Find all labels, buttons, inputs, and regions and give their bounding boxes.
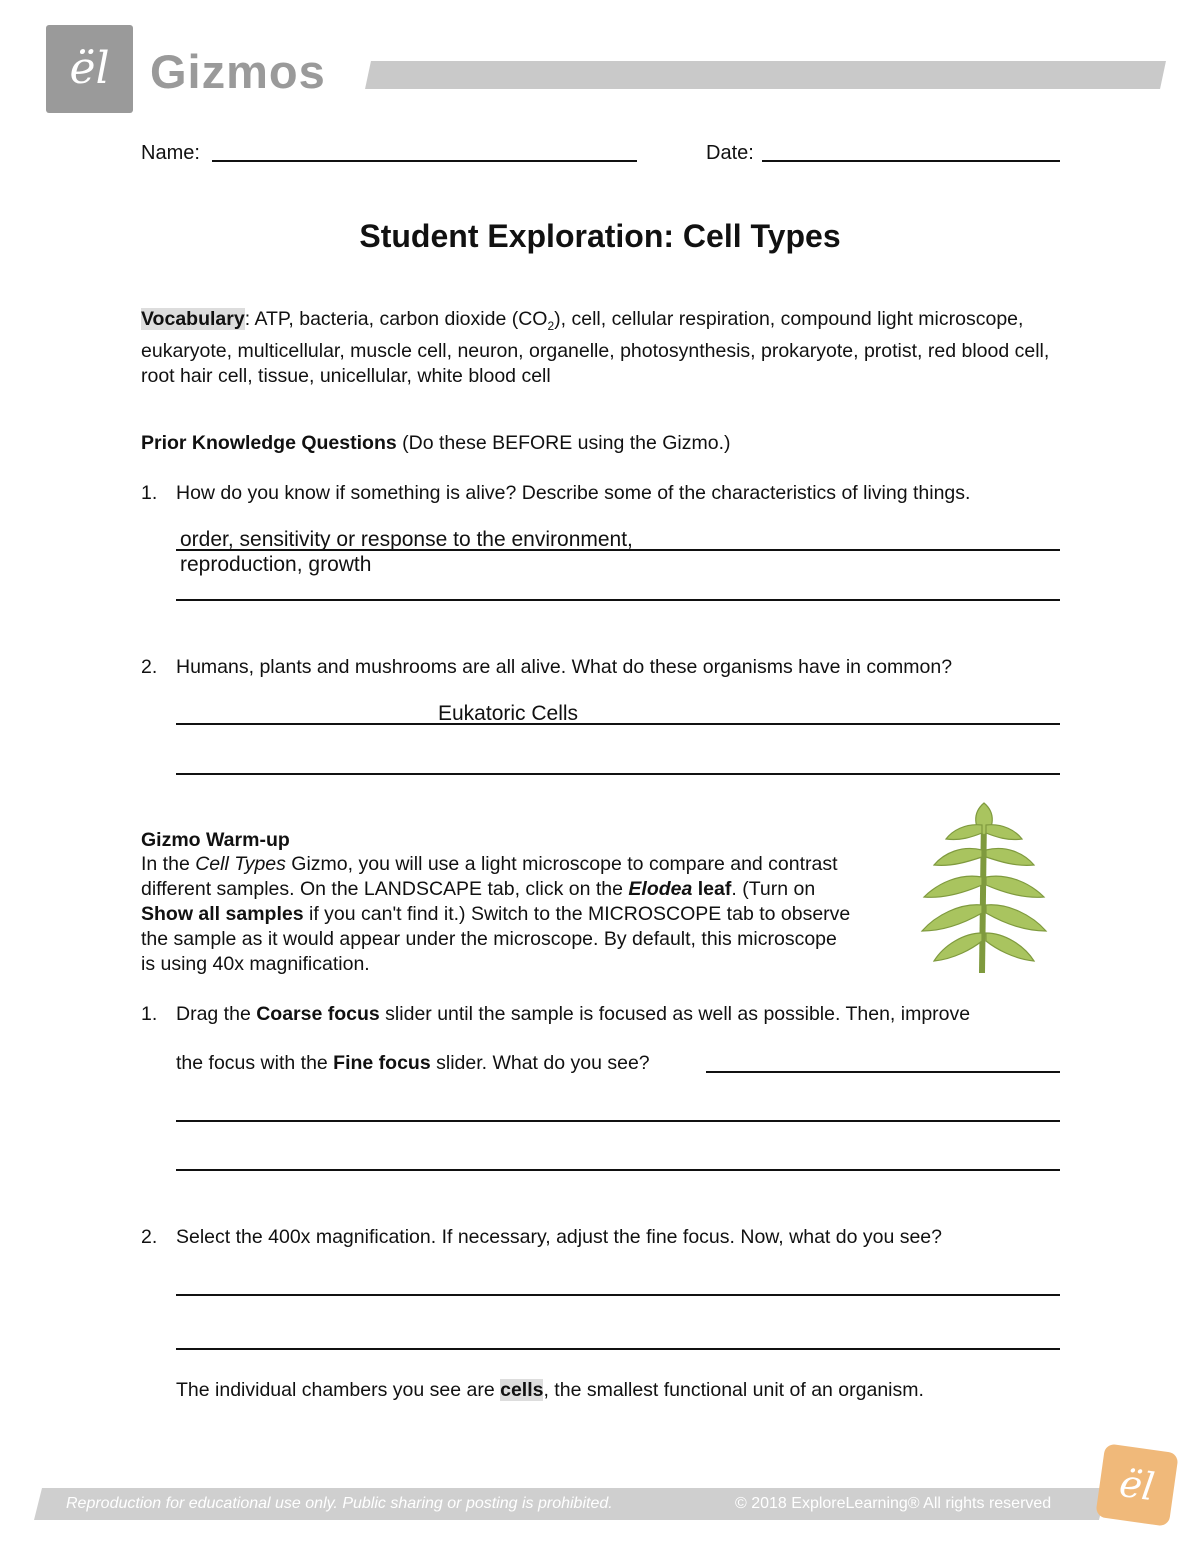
vocabulary-text: : ATP, bacteria, carbon dioxide (CO	[244, 308, 548, 330]
answer-line[interactable]	[176, 1169, 1060, 1171]
question-text: Humans, plants and mushrooms are all alive. What do these organisms have in common?	[176, 656, 953, 678]
explorelearning-logo-icon: ël	[69, 43, 110, 94]
coarse-focus-term: Coarse focus	[256, 1003, 380, 1025]
question-number: 1.	[141, 482, 158, 504]
fine-focus-term: Fine focus	[333, 1052, 431, 1074]
warmup-text: if you can't find it.) Switch to the MICROSCOPE tab to observe the sample as it would appear under the microscope. By default, this microscope is using 40x magnification.	[141, 903, 851, 975]
explorelearning-footer-icon: ël	[1116, 1460, 1158, 1510]
prior-heading-text: Prior Knowledge Questions	[141, 432, 397, 454]
brand-name: Gizmos	[150, 45, 326, 98]
answer-line[interactable]	[176, 1120, 1060, 1122]
answer-text: reproduction, growth	[180, 553, 372, 576]
vocabulary-label: Vocabulary	[141, 308, 245, 330]
warmup-paragraph	[141, 852, 856, 977]
answer-line[interactable]	[176, 599, 1060, 601]
answer-text: order, sensitivity or response to the environment,	[180, 528, 633, 551]
question-text-part: the focus with the	[176, 1052, 334, 1074]
footer-disclaimer: Reproduction for educational use only. Public sharing or posting is prohibited.	[66, 1495, 613, 1512]
prior-note: (Do these BEFORE using the Gizmo.)	[396, 432, 731, 454]
cells-term: cells	[500, 1379, 544, 1401]
warmup-heading: Gizmo Warm-up	[141, 829, 290, 851]
answer-line[interactable]	[706, 1071, 1060, 1073]
answer-text: Eukatoric Cells	[438, 702, 579, 725]
question-text-part: Drag the	[176, 1003, 257, 1025]
closing-text: The individual chambers you see are	[176, 1379, 501, 1401]
closing-text: , the smallest functional unit of an organism.	[543, 1379, 924, 1401]
warmup-text: In the	[141, 853, 196, 875]
show-samples-term: Show all samples	[141, 903, 304, 925]
question-text-part: slider. What do you see?	[430, 1052, 650, 1074]
gizmo-name: Cell Types	[195, 853, 286, 875]
answer-line[interactable]	[176, 1294, 1060, 1296]
question-text: How do you know if something is alive? Describe some of the characteristics of living things.	[176, 482, 971, 504]
question-number: 2.	[141, 1226, 158, 1248]
answer-line[interactable]	[176, 773, 1060, 775]
question-number: 1.	[141, 1003, 158, 1025]
question-text: Select the 400x magnification. If necessary, adjust the fine focus. Now, what do you see?	[176, 1226, 942, 1248]
elodea-term: Elodea	[628, 878, 693, 900]
name-label: Name:	[141, 142, 200, 164]
footer-copyright: © 2018 ExploreLearning® All rights reserved	[735, 1495, 1052, 1512]
answer-line[interactable]	[176, 723, 1060, 725]
leaf-term: leaf	[692, 878, 732, 900]
answer-line[interactable]	[176, 1348, 1060, 1350]
vocabulary-paragraph	[141, 307, 1071, 389]
vocabulary-text-cont: ), cell, cellular respiration, compound light microscope, eukaryote, multicellular, muscle cell, neuron, organelle, photosynthesis, prokaryote, protist, red blood cell, root hair cell, tissue, unicellular, white blood cell	[141, 308, 1050, 387]
vocabulary-subscript: 2	[547, 318, 555, 333]
question-text	[176, 1002, 1076, 1027]
date-field[interactable]	[762, 160, 1060, 162]
warmup-text: . (Turn on	[731, 878, 816, 900]
name-field[interactable]	[212, 160, 637, 162]
prior-knowledge-heading	[141, 431, 1071, 456]
warmup-text: Gizmo, you will use a light microscope to compare and contrast different samples. On the LANDSCAPE tab, click on the	[141, 853, 838, 900]
elodea-plant-image	[910, 795, 1055, 975]
page-title: Student Exploration: Cell Types	[359, 218, 841, 254]
answer-line[interactable]	[176, 549, 1060, 551]
header-bar	[365, 61, 1166, 89]
question-text-part: slider until the sample is focused as well as possible. Then, improve	[379, 1003, 971, 1025]
date-label: Date:	[706, 142, 754, 164]
question-number: 2.	[141, 656, 158, 678]
question-text-cont	[176, 1051, 716, 1076]
closing-sentence	[176, 1378, 1076, 1403]
